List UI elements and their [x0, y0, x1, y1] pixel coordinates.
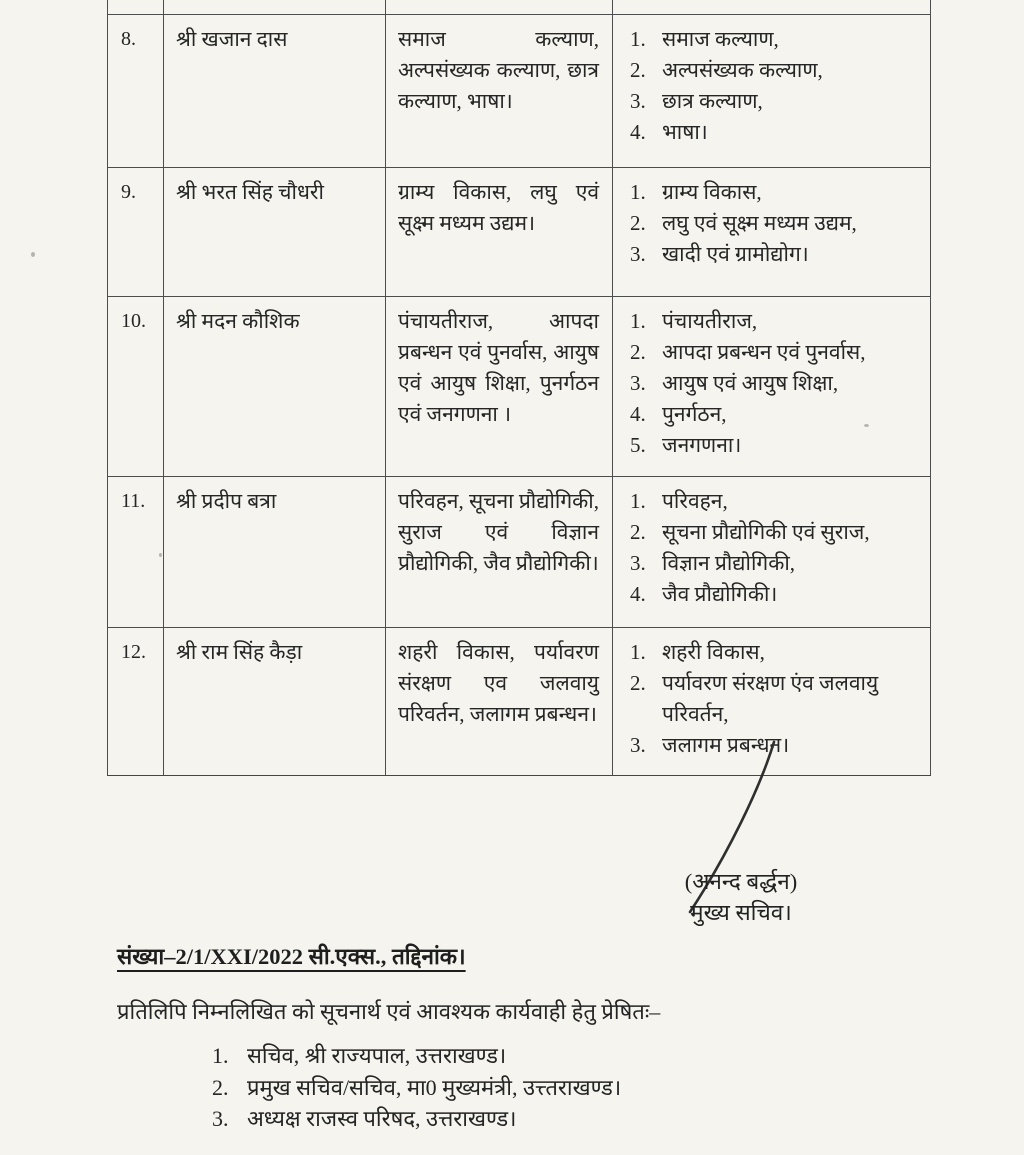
signatory-title: मुख्य सचिव। [690, 900, 792, 925]
allocation-item [630, 399, 922, 430]
table-row [108, 14, 930, 167]
allocation-text: परिवहन, [662, 489, 728, 513]
allocation-number: 3. [630, 89, 646, 113]
allocation-number: 2. [630, 671, 646, 695]
allocation-number: 2. [630, 520, 646, 544]
recipient-text: अध्यक्ष राजस्व परिषद, उत्तराखण्ड। [247, 1106, 517, 1131]
allocation-number: 1. [630, 309, 646, 333]
cell-allocations [613, 477, 930, 627]
recipient-item [212, 1040, 621, 1072]
allocation-text: जनगणना। [662, 433, 742, 457]
cell-serial: 9. [108, 168, 164, 296]
allocation-item [630, 548, 922, 579]
allocation-number: 1. [630, 489, 646, 513]
allocation-number: 2. [630, 211, 646, 235]
table-row-partial [108, 0, 930, 14]
recipient-text: सचिव, श्री राज्यपाल, उत्तराखण्ड। [247, 1043, 507, 1068]
allocation-text: जैव प्रौद्योगिकी। [662, 582, 778, 606]
ministers-portfolio-table [107, 0, 931, 776]
allocation-text: पर्यावरण संरक्षण एंव जलवायु परिवर्तन, [662, 671, 879, 726]
recipient-number: 2. [212, 1074, 229, 1100]
allocation-item [630, 55, 922, 86]
cell-departments: परिवहन, सूचना प्रौद्योगिकी, सुराज एवं विज्ञान प्रौद्योगिकी, जैव प्रौद्योगिकी। [386, 477, 613, 627]
allocation-item [630, 579, 922, 610]
allocation-text: ग्राम्य विकास, [662, 180, 762, 204]
table-row [108, 476, 930, 627]
recipient-number: 3. [212, 1106, 229, 1131]
allocation-text: आपदा प्रबन्धन एवं पुनर्वास, [662, 340, 866, 364]
allocation-number: 1. [630, 180, 646, 204]
allocation-number: 1. [630, 640, 646, 664]
cell-serial: 10. [108, 297, 164, 476]
recipient-number: 1. [212, 1043, 229, 1068]
allocation-text: विज्ञान प्रौद्योगिकी, [662, 551, 796, 575]
allocation-number: 2. [630, 340, 646, 364]
allocation-number: 2. [630, 58, 646, 82]
allocation-item [630, 637, 922, 668]
recipient-item [212, 1072, 621, 1104]
recipient-item [212, 1103, 621, 1135]
allocation-item [630, 24, 922, 55]
allocation-number: 5. [630, 433, 646, 457]
signatory-name: (अनन्द बर्द्धन) [684, 869, 798, 894]
allocation-number: 4. [630, 120, 646, 144]
allocation-text: शहरी विकास, [662, 640, 765, 664]
allocation-item [630, 177, 922, 208]
allocation-text: लघु एवं सूक्ष्म मध्यम उद्यम, [662, 211, 857, 235]
cell-minister-name: श्री प्रदीप बत्रा [164, 477, 386, 627]
allocation-number: 3. [630, 371, 646, 395]
allocation-item [630, 208, 922, 239]
allocation-text: आयुष एवं आयुष शिक्षा, [662, 371, 839, 395]
allocation-item [630, 306, 922, 337]
allocation-item [630, 668, 922, 730]
scan-speck [159, 553, 162, 557]
allocation-text: जलागम प्रबन्धन। [662, 733, 790, 757]
allocation-text: खादी एवं ग्रामोद्योग। [662, 242, 809, 266]
reference-number-line: संख्या–2/1/XXI/2022 सी.एक्स., तद्दिनांक। [117, 944, 466, 969]
allocation-number: 3. [630, 551, 646, 575]
table-row [108, 296, 930, 476]
allocation-text: पंचायतीराज, [662, 309, 758, 333]
allocation-item [630, 117, 922, 148]
allocation-number: 3. [630, 242, 646, 266]
allocation-number: 4. [630, 402, 646, 426]
table-row [108, 627, 930, 775]
cell-departments: ग्राम्य विकास, लघु एवं सूक्ष्म मध्यम उद्यम। [386, 168, 613, 296]
allocation-item [630, 486, 922, 517]
allocation-text: पुनर्गठन, [662, 402, 727, 426]
allocation-item [630, 337, 922, 368]
allocation-item [630, 517, 922, 548]
cell-minister-name: श्री खजान दास [164, 15, 386, 167]
cell-departments: शहरी विकास, पर्यावरण संरक्षण एव जलवायु परिवर्तन, जलागम प्रबन्धन। [386, 628, 613, 775]
cell-allocations [613, 297, 930, 476]
allocation-item [630, 86, 922, 117]
table-row [108, 167, 930, 296]
scan-speck [31, 252, 35, 257]
cell-allocations [613, 168, 930, 296]
allocation-item [630, 239, 922, 270]
cell-allocations [613, 15, 930, 167]
allocation-text: सूचना प्रौद्योगिकी एवं सुराज, [662, 520, 870, 544]
cell-departments: समाज कल्याण, अल्पसंख्यक कल्याण, छात्र कल्याण, भाषा। [386, 15, 613, 167]
allocation-text: समाज कल्याण, [662, 27, 779, 51]
allocation-text: अल्पसंख्यक कल्याण, [662, 58, 823, 82]
recipients-list [212, 1040, 621, 1135]
cell-minister-name: श्री भरत सिंह चौधरी [164, 168, 386, 296]
cell-minister-name: श्री मदन कौशिक [164, 297, 386, 476]
recipient-text: प्रमुख सचिव/सचिव, मा0 मुख्यमंत्री, उत्त्तराखण्ड। [247, 1074, 622, 1100]
allocation-text: छात्र कल्याण, [662, 89, 763, 113]
cell-minister-name: श्री राम सिंह कैड़ा [164, 628, 386, 775]
allocation-text: भाषा। [662, 120, 708, 144]
cell-serial: 8. [108, 15, 164, 167]
cell-serial: 11. [108, 477, 164, 627]
allocation-number: 4. [630, 582, 646, 606]
signature-block [636, 866, 846, 928]
cell-departments: पंचायतीराज, आपदा प्रबन्धन एवं पुनर्वास, आयुष एवं आयुष शिक्षा, पुनर्गठन एवं जनगणना । [386, 297, 613, 476]
scan-speck [864, 424, 869, 427]
allocation-item [630, 368, 922, 399]
allocation-number: 1. [630, 27, 646, 51]
copy-forwarding-line: प्रतिलिपि निम्नलिखित को सूचनार्थ एवं आवश्यक कार्यवाही हेतु प्रेषितः– [117, 999, 661, 1024]
allocation-item [630, 430, 922, 461]
allocation-number: 3. [630, 733, 646, 757]
cell-serial: 12. [108, 628, 164, 775]
